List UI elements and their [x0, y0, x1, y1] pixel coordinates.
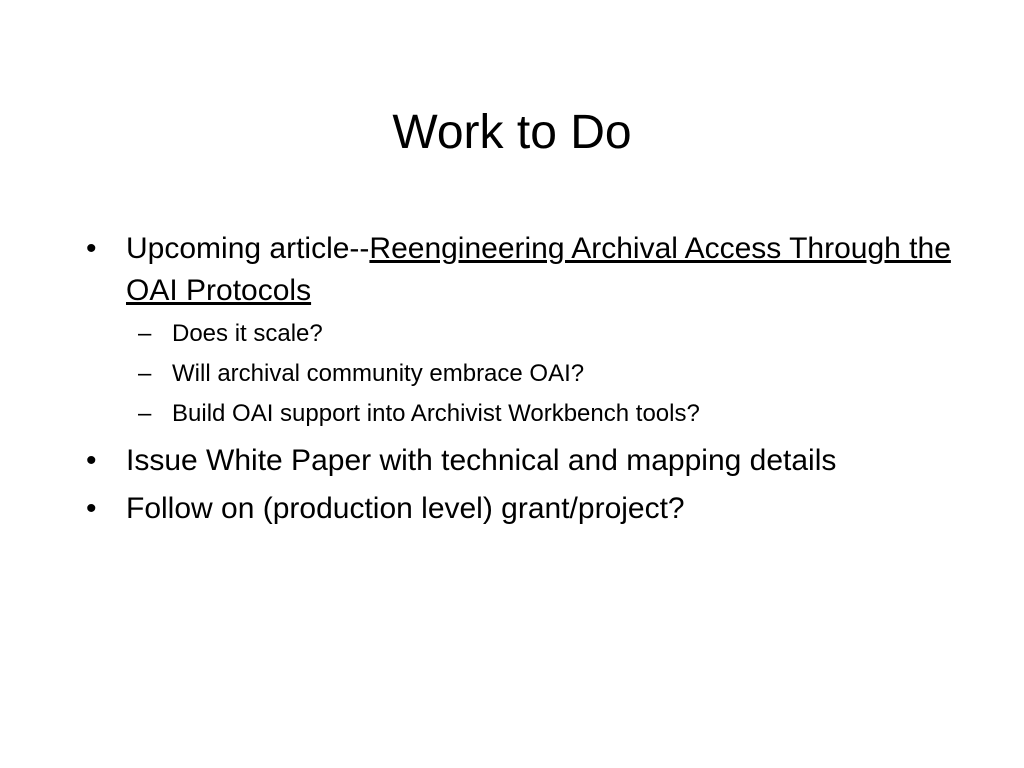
- bullet-item-upcoming-article: [82, 228, 962, 434]
- sub-bullet-item: [126, 394, 962, 434]
- sub-bullet-item: [126, 354, 962, 394]
- sub-bullet-marker: –: [138, 400, 152, 427]
- bullet-marker: •: [86, 492, 97, 525]
- sub-bullet-text: Does it scale?: [172, 320, 323, 347]
- bullet-list: [82, 228, 962, 536]
- bullet-text: Follow on (production level) grant/project?: [126, 492, 685, 525]
- sub-bullet-marker: –: [138, 320, 152, 347]
- bullet-text: Issue White Paper with technical and mapping details: [126, 444, 837, 477]
- sub-bullet-text: Build OAI support into Archivist Workbench tools?: [172, 400, 700, 427]
- sub-bullet-list: [126, 314, 962, 434]
- bullet-item-follow-on: [82, 488, 962, 530]
- bullet-item-white-paper: [82, 440, 962, 482]
- sub-bullet-text: Will archival community embrace OAI?: [172, 360, 585, 387]
- article-title-link[interactable]: Reengineering Archival Access Through the OAI Protocols: [126, 232, 951, 307]
- sub-bullet-marker: –: [138, 360, 152, 387]
- sub-bullet-item: [126, 314, 962, 354]
- bullet-marker: •: [86, 444, 97, 477]
- bullet-marker: •: [86, 232, 97, 265]
- slide-title: Work to Do: [392, 106, 632, 159]
- bullet-text: Upcoming article--: [126, 232, 370, 265]
